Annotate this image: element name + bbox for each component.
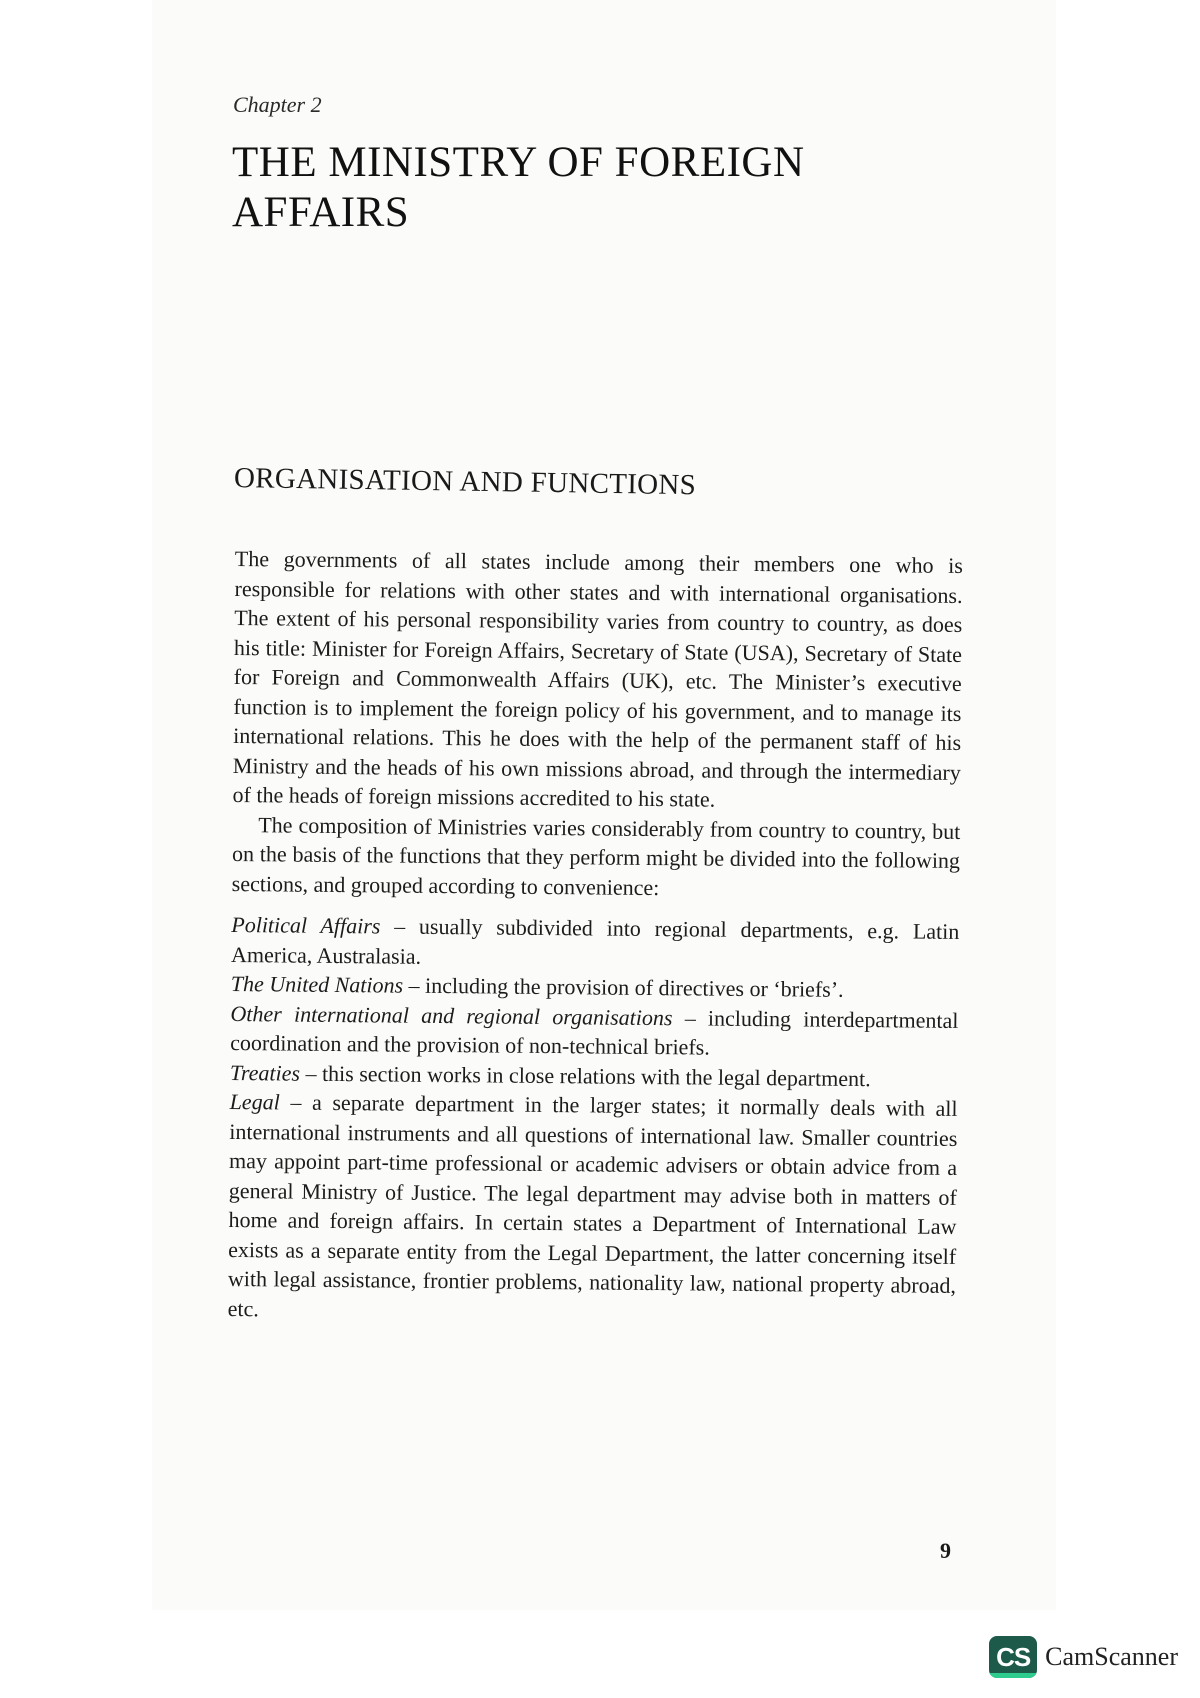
- section-term: Other international and regional organisations: [230, 1000, 673, 1030]
- page-number: 9: [940, 1538, 951, 1563]
- section-description: – usually subdivided into regional departments, e.g. Latin America, Australasia.: [230, 913, 960, 969]
- chapter-title: THE MINISTRY OF FOREIGN AFFAIRS: [232, 139, 805, 236]
- section-description: – including the provision of directives or ‘briefs’.: [402, 972, 844, 1002]
- section-entry-legal: [228, 1087, 958, 1330]
- camscanner-logo-icon: CS: [989, 1636, 1037, 1678]
- section-description: – a separate department in the larger states; it normally deals with all international instruments and all questions of international law. Smaller countries may appoint part-time professional or academic advisers or obtain advice from a general Ministry of Justice. The legal department may advise both in matters of home and foreign affairs. In certain states a Department of International Law exists as a separate entity from the Legal Department, the latter concerning itself with legal assistance, frontier problems, nationality law, national property abroad, etc.: [227, 1089, 958, 1321]
- camscanner-name: CamScanner: [1045, 1642, 1178, 1671]
- section-term: Political Affairs: [231, 911, 381, 939]
- body-text: [228, 544, 963, 1330]
- section-entry-political: [231, 910, 960, 976]
- section-term: Legal: [229, 1088, 280, 1115]
- camscanner-watermark: [989, 1636, 1178, 1678]
- paragraph-composition: The composition of Ministries varies considerably from country to country, but on the basis of the functions that they perform might be divided into the following sections, and grouped according to convenience:: [231, 811, 961, 900]
- section-entry-other-organisations: [230, 998, 959, 1064]
- section-term: Treaties: [229, 1059, 301, 1086]
- section-term: The United Nations: [230, 970, 404, 998]
- section-description: – including interdepartmental coordination and the provision of non-technical briefs.: [230, 1004, 959, 1060]
- section-heading: ORGANISATION AND FUNCTIONS: [233, 462, 697, 502]
- section-description: – this section works in close relations with the legal department.: [299, 1060, 871, 1091]
- chapter-label: Chapter 2: [233, 92, 322, 117]
- paragraph-intro: The governments of all states include among their members one who is responsible for relations with other states and with international organisations. The extent of his personal responsibility varies from country to country, as does his title: Minister for Foreign Affairs, Secretary of State (USA), Secretary of State for Foreign and Commonwealth Affairs (UK), etc. The Minister’s executive function is to implement the foreign policy of his government, and to manage its international relations. This he does with the help of the permanent staff of his Ministry and the heads of his own missions abroad, and through the intermediary of the heads of foreign missions accredited to his state.: [232, 545, 963, 812]
